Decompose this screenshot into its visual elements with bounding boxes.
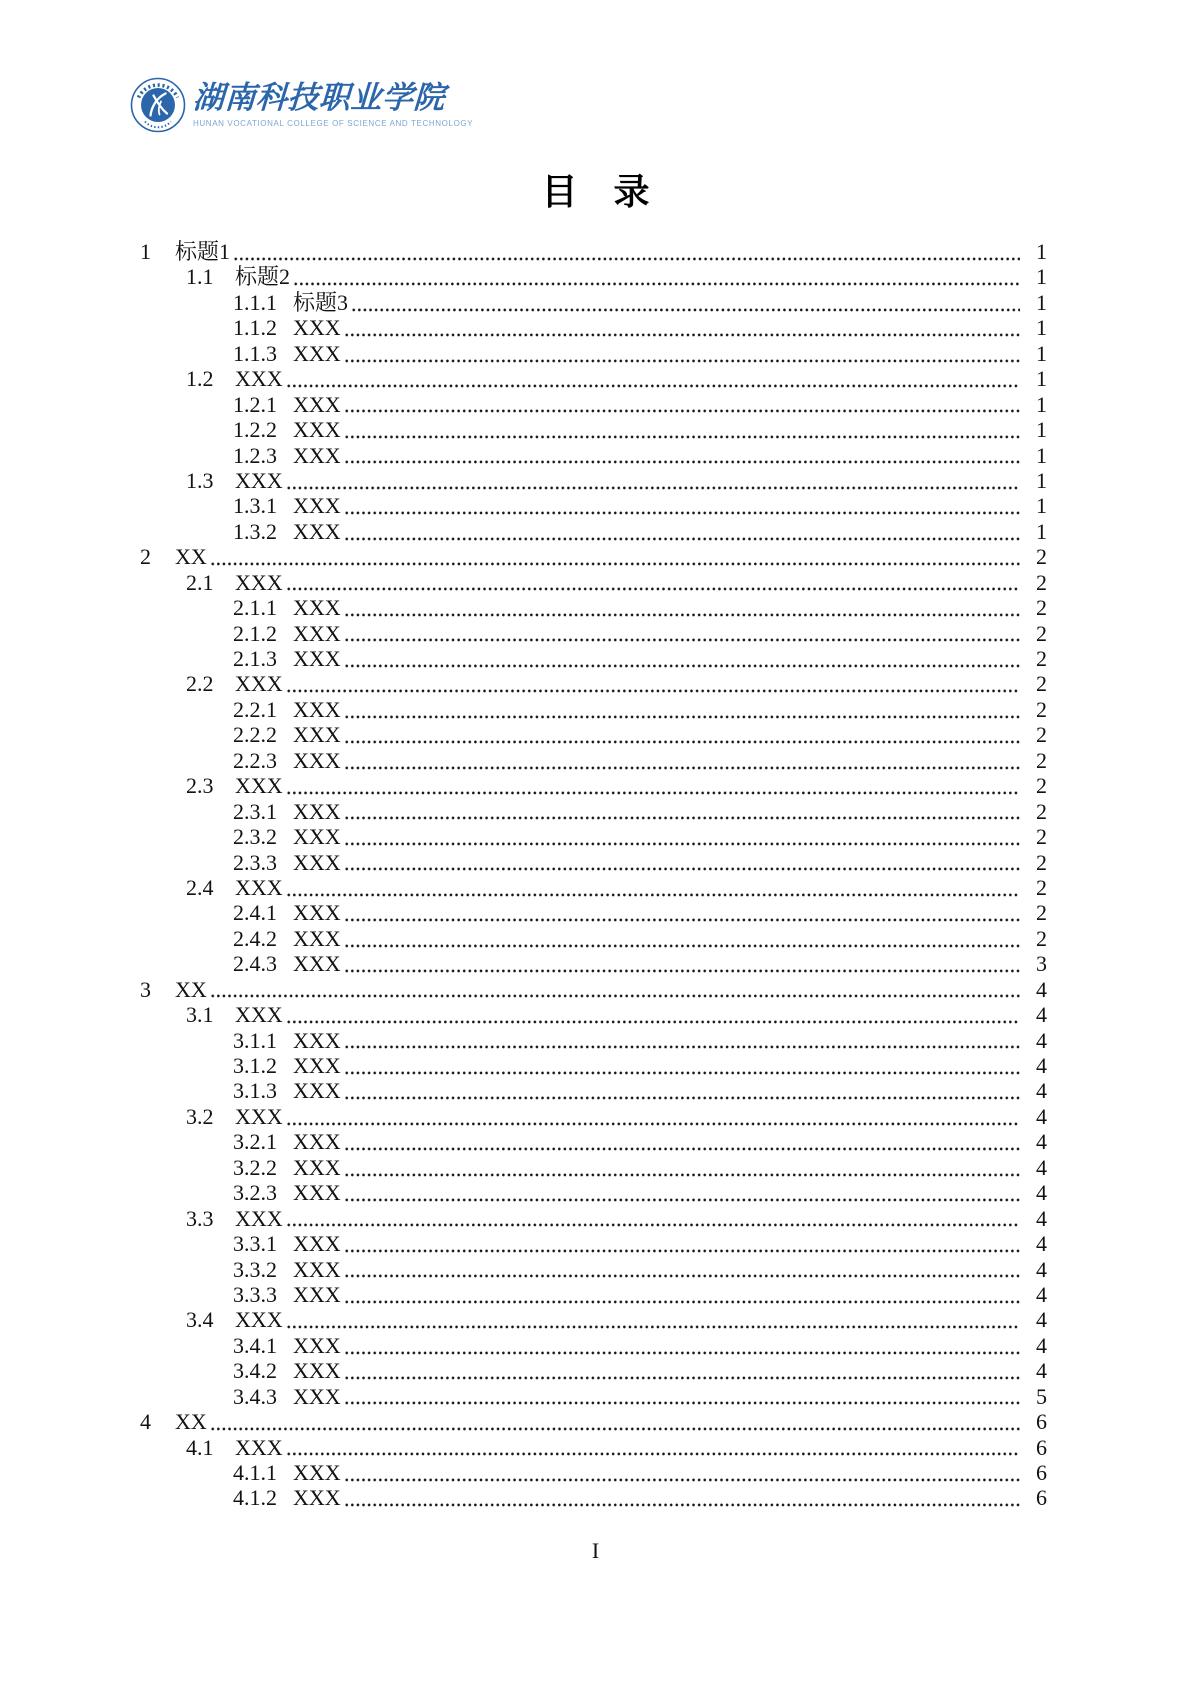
toc-page-number: 1: [1036, 315, 1047, 341]
toc-entry[interactable]: [140, 748, 1047, 773]
toc-entry-number: 1.2.2: [233, 417, 277, 443]
toc-entry-label: XXX: [235, 1205, 283, 1231]
toc-entry-label: XXX: [293, 1460, 341, 1485]
toc-leader-dots: [344, 493, 1020, 518]
toc-page-number: 4: [1036, 1154, 1047, 1180]
toc-leader-dots: [344, 417, 1020, 442]
toc-page-number: 6: [1036, 1409, 1047, 1435]
toc-leader-dots: [286, 468, 1020, 493]
toc-entry[interactable]: [140, 1282, 1047, 1307]
toc-entry-label: XXX: [293, 1256, 341, 1282]
toc-entry-number: 1: [140, 239, 151, 264]
toc-entry[interactable]: [140, 544, 1047, 569]
toc-entry-label: XXX: [293, 722, 341, 748]
toc-page-number: 2: [1036, 773, 1047, 799]
toc-page-number: 1: [1036, 340, 1047, 366]
toc-page-number: 4: [1036, 1231, 1047, 1257]
toc-entry[interactable]: [140, 493, 1047, 518]
toc-entry[interactable]: [140, 1435, 1047, 1460]
toc-entry[interactable]: [140, 697, 1047, 722]
toc-entry-number: 3.4.1: [233, 1332, 277, 1358]
toc-entry-label: XXX: [293, 1078, 341, 1104]
toc-entry-number: 3.4.2: [233, 1358, 277, 1384]
toc-entry[interactable]: [140, 264, 1047, 289]
toc-leader-dots: [344, 1078, 1020, 1103]
school-logo: [130, 76, 473, 134]
toc-entry[interactable]: [140, 1257, 1047, 1282]
toc-leader-dots: [344, 1485, 1020, 1510]
toc-page-number: 1: [1036, 417, 1047, 443]
toc-entry-number: 1.1.2: [233, 315, 277, 341]
toc-page-number: 1: [1036, 366, 1047, 392]
toc-entry[interactable]: [140, 951, 1047, 976]
toc-entry-label: XXX: [293, 747, 341, 773]
page-title: 目 录: [541, 171, 650, 212]
toc-entry[interactable]: [140, 315, 1047, 340]
toc-entry[interactable]: [140, 1206, 1047, 1231]
toc-entry-label: XXX: [235, 366, 283, 392]
toc-entry[interactable]: [140, 926, 1047, 951]
toc-leader-dots: [344, 722, 1020, 747]
toc-page-number: 4: [1036, 1027, 1047, 1053]
toc-leader-dots: [344, 621, 1020, 646]
toc-entry-number: 1.2: [186, 366, 214, 392]
toc-leader-dots: [344, 519, 1020, 544]
toc-page-number: 2: [1036, 849, 1047, 875]
toc-leader-dots: [344, 748, 1020, 773]
toc-entry-label: XXX: [293, 1027, 341, 1053]
toc-leader-dots: [344, 1028, 1020, 1053]
toc-entry-label: XXX: [293, 824, 341, 850]
toc-page-number: 2: [1036, 874, 1047, 900]
toc-entry[interactable]: [140, 900, 1047, 925]
toc-leader-dots: [233, 239, 1020, 264]
toc-entry-number: 2.3.3: [233, 849, 277, 875]
toc-leader-dots: [344, 443, 1020, 468]
toc-entry-label: XXX: [293, 1383, 341, 1409]
toc-entry[interactable]: [140, 1180, 1047, 1205]
toc-leader-dots: [344, 850, 1020, 875]
toc-page-number: 1: [1036, 391, 1047, 417]
toc-leader-dots: [344, 1460, 1020, 1485]
toc-page-number: 2: [1036, 798, 1047, 824]
toc-entry[interactable]: [140, 646, 1047, 671]
toc-entry-label: XXX: [235, 1307, 283, 1333]
toc-entry-label: XXX: [235, 569, 283, 595]
toc-leader-dots: [210, 544, 1020, 569]
toc-entry-number: 1.2.1: [233, 391, 277, 417]
toc-entry[interactable]: [140, 1384, 1047, 1409]
toc-entry-number: 2.4.3: [233, 951, 277, 977]
toc-entry-label: XXX: [293, 315, 341, 341]
toc-entry-number: 2.3.2: [233, 824, 277, 850]
toc-entry-label: 标题3: [293, 289, 349, 315]
toc-leader-dots: [344, 1257, 1020, 1282]
toc-entry-label: XXX: [293, 1129, 341, 1155]
toc-leader-dots: [286, 1307, 1020, 1332]
toc-entry-number: 4: [140, 1409, 151, 1435]
toc-leader-dots: [344, 951, 1020, 976]
toc-entry[interactable]: [140, 443, 1047, 468]
toc-entry-label: XXX: [293, 417, 341, 443]
toc-entry[interactable]: [140, 722, 1047, 747]
toc-entry-label: XXX: [293, 518, 341, 544]
toc-entry-label: XXX: [293, 1053, 341, 1078]
toc-entry-number: 2: [140, 544, 151, 570]
toc-leader-dots: [344, 1282, 1020, 1307]
toc-entry[interactable]: [140, 519, 1047, 544]
toc-page-number: 1: [1036, 289, 1047, 315]
toc-entry[interactable]: [140, 875, 1047, 900]
toc-page-number: 4: [1036, 1307, 1047, 1333]
toc-entry-label: XXX: [293, 798, 341, 824]
toc-leader-dots: [286, 1002, 1020, 1027]
toc-entry[interactable]: [140, 290, 1047, 315]
toc-entry-label: XXX: [235, 467, 283, 493]
toc-leader-dots: [286, 570, 1020, 595]
toc-entry-number: 1.1: [186, 264, 214, 290]
toc-entry[interactable]: [140, 824, 1047, 849]
school-emblem-icon: [130, 76, 186, 134]
toc-entry-number: 3.3.3: [233, 1281, 277, 1307]
toc-leader-dots: [344, 1155, 1020, 1180]
toc-entry[interactable]: [140, 468, 1047, 493]
toc-entry-number: 2.3: [186, 773, 214, 799]
toc-leader-dots: [344, 1333, 1020, 1358]
toc-entry[interactable]: [140, 1307, 1047, 1332]
toc-page-number: 2: [1036, 824, 1047, 850]
toc-entry-label: XXX: [235, 1434, 283, 1460]
toc-leader-dots: [344, 799, 1020, 824]
toc-entry-number: 1.1.3: [233, 340, 277, 366]
toc-entry-number: 3.3.1: [233, 1231, 277, 1257]
toc-page-number: 2: [1036, 925, 1047, 951]
toc-entry[interactable]: [140, 1028, 1047, 1053]
toc-entry[interactable]: [140, 977, 1047, 1002]
toc-page-number: 1: [1036, 239, 1047, 264]
toc-entry-number: 4.1: [186, 1434, 214, 1460]
toc-entry-label: XXX: [235, 1002, 283, 1028]
toc-entry-label: XXX: [293, 1485, 341, 1511]
toc-leader-dots: [344, 315, 1020, 340]
toc-leader-dots: [344, 1384, 1020, 1409]
toc-page-number: 4: [1036, 1332, 1047, 1358]
school-name-english: HUNAN VOCATIONAL COLLEGE OF SCIENCE AND TECHNOLOGY: [193, 119, 474, 128]
toc-entry-number: 1.3.1: [233, 493, 277, 519]
toc-entry[interactable]: [140, 671, 1047, 696]
toc-entry-number: 3.2.2: [233, 1154, 277, 1180]
toc-leader-dots: [210, 977, 1020, 1002]
toc-leader-dots: [344, 1358, 1020, 1383]
toc-leader-dots: [344, 595, 1020, 620]
toc-entry-label: 标题2: [235, 264, 291, 290]
toc-page-number: 2: [1036, 696, 1047, 722]
toc-entry-label: XXX: [293, 620, 341, 646]
toc-leader-dots: [344, 1129, 1020, 1154]
toc-entry-label: XXX: [293, 1358, 341, 1384]
toc-entry-label: XXX: [293, 1180, 341, 1206]
toc-entry-label: XXX: [293, 925, 341, 951]
toc-entry-label: XXX: [293, 340, 341, 366]
toc-entry-number: 2.1: [186, 569, 214, 595]
toc-entry-number: 3: [140, 976, 151, 1002]
toc-entry-number: 2.2.1: [233, 696, 277, 722]
footer-page-number: I: [591, 1538, 600, 1563]
toc-page-number: 1: [1036, 518, 1047, 544]
toc-page-number: 6: [1036, 1460, 1047, 1485]
toc-entry-label: XXX: [293, 493, 341, 519]
toc-entry-label: XXX: [293, 900, 341, 926]
toc-entry[interactable]: [140, 595, 1047, 620]
toc-entry-number: 1.3.2: [233, 518, 277, 544]
toc-entry[interactable]: [140, 1460, 1047, 1485]
toc-page-number: 5: [1036, 1383, 1047, 1409]
toc-page-number: 4: [1036, 1358, 1047, 1384]
toc-page-number: 1: [1036, 442, 1047, 468]
toc-entry[interactable]: [140, 1333, 1047, 1358]
toc-entry[interactable]: [140, 417, 1047, 442]
toc-entry-label: XXX: [293, 849, 341, 875]
toc-page-number: 2: [1036, 544, 1047, 570]
toc-entry[interactable]: [140, 1078, 1047, 1103]
toc-entry-number: 1.1.1: [233, 289, 277, 315]
toc-page-number: 2: [1036, 900, 1047, 926]
toc-page-number: 2: [1036, 595, 1047, 621]
toc-entry-label: XXX: [293, 1281, 341, 1307]
toc-entry-number: 3.3: [186, 1205, 214, 1231]
toc-leader-dots: [210, 1409, 1020, 1434]
toc-entry-label: XX: [175, 1409, 207, 1435]
toc-leader-dots: [286, 671, 1020, 696]
toc-page-number: 1: [1036, 467, 1047, 493]
toc-entry-number: 3.4: [186, 1307, 214, 1333]
toc-leader-dots: [286, 773, 1020, 798]
toc-entry-number: 2.2.2: [233, 722, 277, 748]
toc-page-number: 2: [1036, 646, 1047, 671]
toc-entry-number: 1.3: [186, 467, 214, 493]
toc-entry-number: 3.1.3: [233, 1078, 277, 1104]
toc-entry-label: XXX: [235, 671, 283, 697]
toc-entry[interactable]: [140, 621, 1047, 646]
toc-page-number: 4: [1036, 1078, 1047, 1104]
toc-leader-dots: [344, 926, 1020, 951]
toc-page-number: 2: [1036, 569, 1047, 595]
toc-list: [140, 239, 1047, 1511]
toc-entry-number: 3.2: [186, 1103, 214, 1129]
toc-page-number: 1: [1036, 264, 1047, 290]
toc-entry[interactable]: [140, 1104, 1047, 1129]
toc-page-number: 1: [1036, 493, 1047, 519]
toc-entry[interactable]: [140, 850, 1047, 875]
toc-entry-label: XXX: [293, 391, 341, 417]
toc-entry-number: 2.2: [186, 671, 214, 697]
toc-entry-number: 2.4.1: [233, 900, 277, 926]
toc-entry-number: 3.1.2: [233, 1053, 277, 1078]
toc-page-number: 6: [1036, 1434, 1047, 1460]
toc-entry-number: 2.2.3: [233, 747, 277, 773]
toc-entry[interactable]: [140, 1409, 1047, 1434]
toc-page-number: 2: [1036, 747, 1047, 773]
toc-entry-label: XX: [175, 544, 207, 570]
toc-entry-number: 3.4.3: [233, 1383, 277, 1409]
toc-entry[interactable]: [140, 341, 1047, 366]
toc-entry-number: 2.3.1: [233, 798, 277, 824]
toc-leader-dots: [344, 697, 1020, 722]
toc-entry-label: XXX: [293, 1332, 341, 1358]
toc-entry-label: XXX: [293, 696, 341, 722]
toc-entry-label: XXX: [235, 773, 283, 799]
toc-leader-dots: [344, 824, 1020, 849]
toc-page-number: 3: [1036, 951, 1047, 977]
toc-leader-dots: [286, 1206, 1020, 1231]
toc-page-number: 2: [1036, 620, 1047, 646]
toc-page-number: 4: [1036, 1053, 1047, 1078]
toc-entry-number: 2.1.1: [233, 595, 277, 621]
toc-page-number: 4: [1036, 1129, 1047, 1155]
toc-page-number: 4: [1036, 976, 1047, 1002]
toc-page-number: 4: [1036, 1256, 1047, 1282]
toc-entry-label: XXX: [293, 646, 341, 671]
toc-entry[interactable]: [140, 799, 1047, 824]
toc-entry[interactable]: [140, 1155, 1047, 1180]
toc-entry-label: XXX: [293, 595, 341, 621]
toc-leader-dots: [286, 1104, 1020, 1129]
toc-entry-label: XXX: [293, 951, 341, 977]
toc-page-number: 2: [1036, 671, 1047, 697]
toc-entry-number: 3.1: [186, 1002, 214, 1028]
school-name-chinese: 湖南科技职业学院: [192, 80, 446, 116]
toc-entry-number: 4.1.2: [233, 1485, 277, 1511]
toc-entry[interactable]: [140, 1002, 1047, 1027]
toc-leader-dots: [344, 646, 1020, 671]
toc-entry[interactable]: [140, 366, 1047, 391]
toc-entry-number: 2.4.2: [233, 925, 277, 951]
toc-page-number: 4: [1036, 1281, 1047, 1307]
toc-leader-dots: [286, 1435, 1020, 1460]
toc-page-number: 4: [1036, 1180, 1047, 1206]
toc-entry[interactable]: [140, 1129, 1047, 1154]
toc-entry-number: 3.2.3: [233, 1180, 277, 1206]
toc-entry[interactable]: [140, 1485, 1047, 1510]
toc-leader-dots: [344, 1180, 1020, 1205]
toc-leader-dots: [286, 366, 1020, 391]
toc-entry-number: 3.1.1: [233, 1027, 277, 1053]
toc-entry[interactable]: [140, 570, 1047, 595]
toc-page-number: 4: [1036, 1103, 1047, 1129]
toc-entry[interactable]: [140, 239, 1047, 264]
toc-entry-label: XXX: [235, 1103, 283, 1129]
toc-entry-label: XXX: [235, 874, 283, 900]
toc-entry-number: 3.2.1: [233, 1129, 277, 1155]
toc-entry-label: 标题1: [175, 239, 231, 264]
toc-entry-label: XXX: [293, 442, 341, 468]
toc-entry-label: XXX: [293, 1231, 341, 1257]
toc-page-number: 6: [1036, 1485, 1047, 1511]
toc-entry-number: 1.2.3: [233, 442, 277, 468]
toc-entry[interactable]: [140, 1053, 1047, 1078]
toc-entry[interactable]: [140, 773, 1047, 798]
toc-leader-dots: [344, 392, 1020, 417]
toc-page-number: 2: [1036, 722, 1047, 748]
toc-leader-dots: [286, 875, 1020, 900]
toc-leader-dots: [344, 1053, 1020, 1078]
toc-leader-dots: [344, 341, 1020, 366]
toc-leader-dots: [351, 290, 1020, 315]
toc-entry-label: XXX: [293, 1154, 341, 1180]
toc-leader-dots: [344, 1231, 1020, 1256]
toc-entry[interactable]: [140, 1231, 1047, 1256]
toc-page-number: 4: [1036, 1205, 1047, 1231]
toc-entry[interactable]: [140, 1358, 1047, 1383]
toc-leader-dots: [344, 900, 1020, 925]
toc-entry-number: 2.1.3: [233, 646, 277, 671]
toc-entry-number: 2.4: [186, 874, 214, 900]
toc-entry-number: 4.1.1: [233, 1460, 277, 1485]
toc-entry[interactable]: [140, 392, 1047, 417]
toc-entry-number: 3.3.2: [233, 1256, 277, 1282]
toc-leader-dots: [293, 264, 1020, 289]
toc-page-number: 4: [1036, 1002, 1047, 1028]
toc-entry-number: 2.1.2: [233, 620, 277, 646]
school-logo-text: [193, 76, 473, 129]
toc-entry-label: XX: [175, 976, 207, 1002]
